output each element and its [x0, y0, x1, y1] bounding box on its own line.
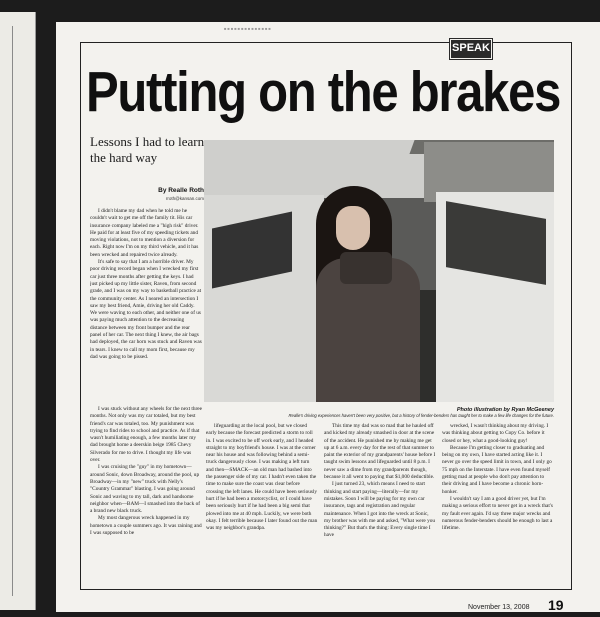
adjacent-page-edge [0, 12, 36, 610]
paragraph: This time my dad was so mad that he hauled off and kicked my already smashed in door at the scene of the accident. He punished me by making me get up at 6 a.m. every day for the rest of that summer to paint the exterior of my grandparents' house before I taught swim lessons and lifeguarded until 8 p.m. I never saw a dime from my grandparents though, because it all went to paying that $1,000 deductible. [324, 423, 436, 481]
byline-author: By Realle Roth [158, 187, 204, 194]
photo-person-collar [340, 252, 392, 284]
paragraph: I was cruising the "guy" in my hometown—around Sonic, down Broadway, around the pool, up Broadway—in my "new" truck with Nelly's "Country Grammar" blasting. I was going around Sonic and waving to my tall, dark and handsome neighbor when—BAM—I smashed into the back of a brand new black truck. [90, 464, 201, 515]
body-column-5 [442, 423, 554, 584]
photo-person-face [336, 206, 370, 250]
paragraph: I was stuck without any wheels for the next three months. Not only was my car totaled, but my best friend's car was totaled, too. My punishment was trying to find rides to school and practice. As if that wasn't humiliating enough, a few months later my dad brought home a deerskin beige 1985 Chevy Silverado for me to drive. I thought my life was over. [90, 406, 202, 464]
adjacent-page-rule [12, 26, 13, 596]
body-column-4 [324, 423, 436, 584]
photo-illustration [204, 140, 554, 402]
header-stub: ■■■■■■■■■■■■■■ [224, 26, 272, 31]
byline [108, 186, 204, 202]
body-column-1 [90, 208, 202, 404]
newspaper-page [56, 22, 600, 612]
paragraph: wrecked, I wasn't thinking about my driving. I was thinking about getting to Copy Co. before it closed or hey, what a good-looking guy! [442, 423, 549, 444]
section-tag: SPEAK [450, 39, 492, 59]
byline-email: rroth@kansan.com [165, 196, 204, 201]
deck: Lessons I had to learn the hard way [90, 134, 205, 165]
photo-credit: Photo illustration by Ryan McGeeney [456, 407, 554, 413]
body-column-2 [90, 406, 202, 584]
paragraph: I didn't blame my dad when he told me he couldn't wait to get me off the family tit. His car insurance company labeled me a "high risk" driver. He paid for at least five of my speeding tickets and moving violations, not to mention a diversion for each. Right now I'm on my third vehicle, and it has been wrecked and repaired twice already. [90, 208, 199, 258]
paragraph: Because I'm getting closer to graduating and being on my own, I have started acting like it. I never go over the speed limit in town, and I only go 75 mph on the Interstate. I have even found myself getting mad at people who don't pay attention to their driving and I have become a chronic horn-honker. [442, 444, 552, 495]
photo-caption: Realle's driving experiences haven't been very positive, but a history of fender-benders has taught her to make a few life changes for the future. [288, 413, 554, 418]
paragraph: I wouldn't say I am a good driver yet, but I'm making a serious effort to never get in a wreck that's my fault ever again. I'd say three major wrecks and numerous fender-benders should be enough to last a lifetime. [442, 495, 553, 532]
paragraph: My most dangerous wreck happened in my hometown a couple summers ago. It was raining and I was supposed to be [90, 515, 202, 537]
page-number: 19 [548, 597, 564, 613]
body-column-3 [206, 423, 318, 584]
paragraph: It's safe to say that I am a horrible driver. My poor driving record began when I wrecked my first car just three months after getting the keys. I had just picked up my little sister, Raven, from second grade, and I was on my way to basketball practice at the community center. As I neared an intersection I saw my best friend, Amie, driving her old Caddy. We were waving to each other, and neither one of us was paying much attention to the decreasing distance between my front bumper and the rear panel of her car. The next thing I knew, the air bags had deployed, the car horn was stuck and Raven was in tears. I knew to call my mom first, because my dad was going to be pissed. [90, 259, 202, 360]
issue-date: November 13, 2008 [468, 604, 530, 611]
paragraph: I just turned 23, which means I need to start thinking and start paying—literally—for my mistakes. Soon I will be paying for my own car insurance, tags and registration and regular maintenance. When I got into the wreck at Sonic, my brother was with me and asked, "What were you thinking?" But that's the thing: Every single time I have [324, 481, 436, 539]
paragraph: lifeguarding at the local pool, but we closed early because the forecast predicted a storm to roll in. I was excited to be off work early, and I headed straight to my boyfriend's house. I was at the corner near his house and was following behind a semi-truck dangerously close. I was making a left turn and then—SMACK—an old man had bashed into the passenger side of my car. I hadn't even taken the time to make sure the coast was clear before crossing the left lanes. He could have been seriously hurt if he had been a motorcyclist, or I could have been seriously hurt if he had been a big semi that plowed into me at 40 mph. Luckily, we were both okay. I felt terrible because I later found out the man was my neighbor's grandpa. [206, 423, 318, 532]
headline: Putting on the brakes [86, 60, 561, 124]
